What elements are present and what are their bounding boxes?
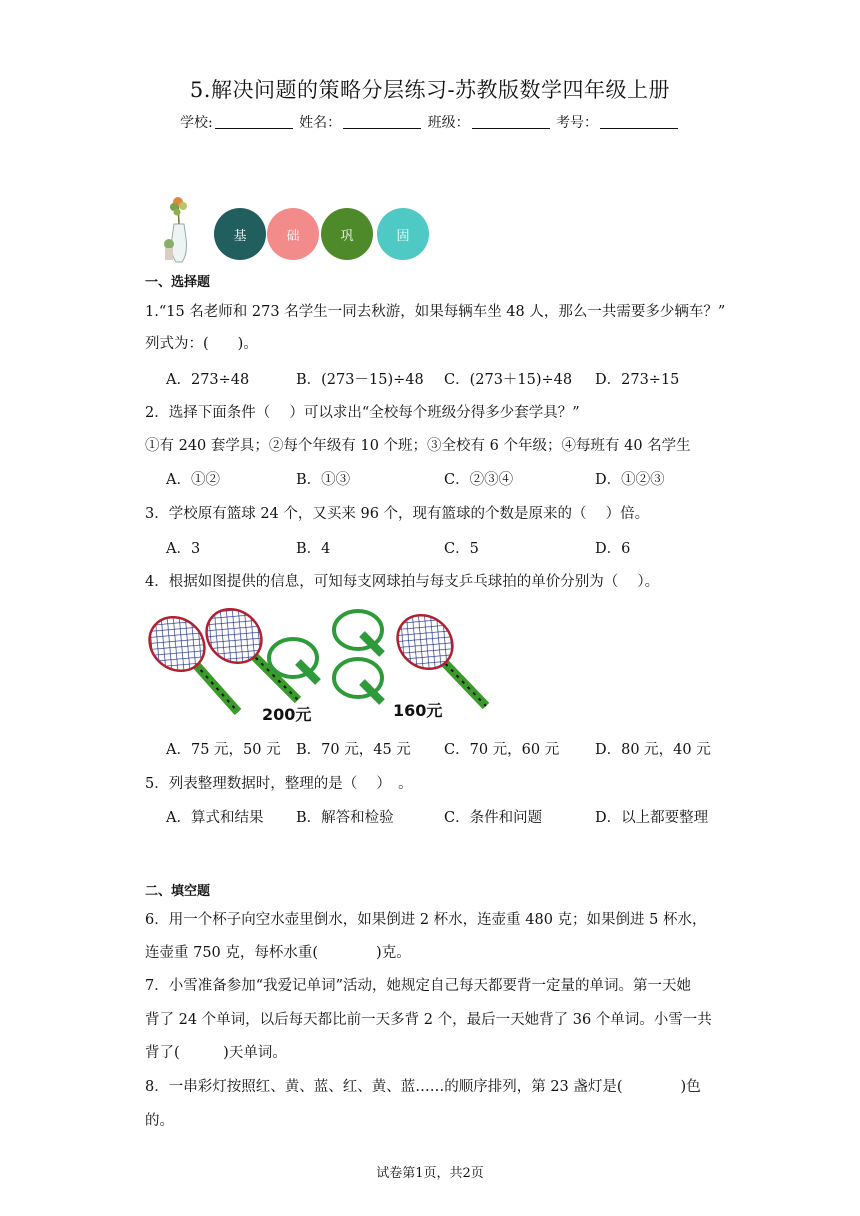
page-title: 5.解决问题的策略分层练习-苏教版数学四年级上册 xyxy=(189,78,671,102)
q1-line2: 列式为：( )。 xyxy=(145,336,258,352)
pingpong-paddle-icon xyxy=(334,611,382,654)
name-label: 姓名： xyxy=(299,115,342,131)
page-number: 试卷第1页，共2页 xyxy=(376,1166,484,1181)
badge-chu: 础 xyxy=(267,208,319,260)
rackets-figure xyxy=(140,600,500,725)
q5-option-d[interactable]: D．以上都要整理 xyxy=(595,810,709,826)
q4-option-b[interactable]: B．70 元，45 元 xyxy=(296,742,411,758)
badge-ji: 基 xyxy=(214,208,266,260)
q1-option-d[interactable]: D．273÷15 xyxy=(595,372,680,388)
q5-option-a[interactable]: A．算式和结果 xyxy=(166,810,264,826)
section-choice-title: 一、选择题 xyxy=(145,275,211,290)
q4-option-c[interactable]: C．70 元，60 元 xyxy=(444,742,560,758)
q1-line1: 1.“15 名老师和 273 名学生一同去秋游，如果每辆车坐 48 人，那么一共需要多少辆车？” xyxy=(145,304,726,320)
q2-option-d[interactable]: D．①②③ xyxy=(595,472,665,488)
q4-line1: 4．根据如图提供的信息，可知每支网球拍与每支乒乓球拍的单价分别为（ ）。 xyxy=(145,574,660,590)
q3-option-a[interactable]: A．3 xyxy=(166,541,201,557)
school-blank[interactable] xyxy=(215,114,293,129)
pingpong-paddle-icon xyxy=(334,659,382,702)
q5-option-b[interactable]: B．解答和检验 xyxy=(296,810,394,826)
exam-no-blank[interactable] xyxy=(600,114,678,129)
q3-option-d[interactable]: D．6 xyxy=(595,541,631,557)
q2-line2: ①有 240 套学具；②每个年级有 10 个班；③全校有 6 个年级；④每班有 40 名学生 xyxy=(145,438,691,454)
q8-line2: 的。 xyxy=(145,1113,174,1129)
section-fill-title: 二、填空题 xyxy=(145,884,211,899)
q5-line1: 5．列表整理数据时，整理的是（ ） 。 xyxy=(145,776,413,792)
q3-option-b[interactable]: B．4 xyxy=(296,541,331,557)
badge-gu: 固 xyxy=(377,208,429,260)
q7-line2: 背了 24 个单词，以后每天都比前一天多背 2 个，最后一天她背了 36 个单词。小雪一共 xyxy=(145,1012,712,1028)
tennis-racket-icon xyxy=(387,604,486,706)
q3-option-c[interactable]: C．5 xyxy=(444,541,479,557)
plant-vase-icon xyxy=(158,194,202,264)
q2-option-b[interactable]: B．①③ xyxy=(296,472,351,488)
q6-line2: 连壶重 750 克，每杯水重( )克。 xyxy=(145,945,411,961)
q1-option-a[interactable]: A．273÷48 xyxy=(166,372,250,388)
exam-no-label: 考号： xyxy=(556,115,599,131)
name-blank[interactable] xyxy=(343,114,421,129)
q4-option-a[interactable]: A．75 元，50 元 xyxy=(166,742,281,758)
badge-gong: 巩 xyxy=(321,208,373,260)
q8-line1: 8．一串彩灯按照红、黄、蓝、红、黄、蓝……的顺序排列，第 23 盏灯是( )色 xyxy=(145,1079,701,1095)
q1-option-b[interactable]: B．(273－15)÷48 xyxy=(296,372,424,388)
q7-line3: 背了( )天单词。 xyxy=(145,1045,287,1061)
q2-option-c[interactable]: C．②③④ xyxy=(444,472,514,488)
q2-option-a[interactable]: A．①② xyxy=(166,472,220,488)
price-label-right: 160元 xyxy=(393,701,443,720)
student-info-line xyxy=(0,112,860,132)
q3-line1: 3．学校原有篮球 24 个，又买来 96 个，现有篮球的个数是原来的（ ）倍。 xyxy=(145,506,650,522)
q4-option-d[interactable]: D．80 元，40 元 xyxy=(595,742,711,758)
q7-line1: 7．小雪准备参加“我爱记单词”活动，她规定自己每天都要背一定量的单词。第一天她 xyxy=(145,978,692,994)
school-label: 学校: xyxy=(179,115,213,131)
q1-option-c[interactable]: C．(273＋15)÷48 xyxy=(444,372,573,388)
class-blank[interactable] xyxy=(472,114,550,129)
q6-line1: 6．用一个杯子向空水壶里倒水，如果倒进 2 杯水，连壶重 480 克；如果倒进 5 杯水， xyxy=(145,912,707,928)
class-label: 班级： xyxy=(427,115,470,131)
q2-line1: 2．选择下面条件（ ）可以求出“全校每个班级分得多少套学具？” xyxy=(145,405,580,421)
price-label-left: 200元 xyxy=(262,705,312,724)
q5-option-c[interactable]: C．条件和问题 xyxy=(444,810,543,826)
